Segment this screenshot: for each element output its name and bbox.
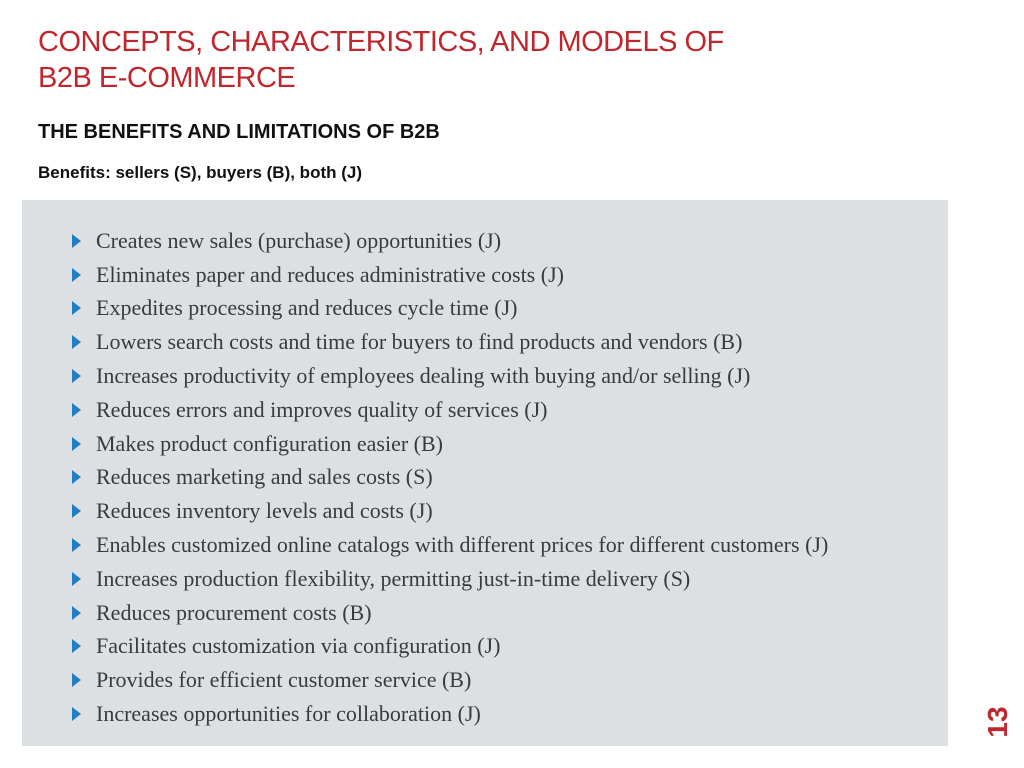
bullet-icon [72, 301, 81, 315]
bullet-icon [72, 572, 81, 586]
benefit-list-item [72, 562, 948, 596]
benefit-text: Increases opportunities for collaboration (J) [96, 701, 481, 727]
benefits-legend-caption: Benefits: sellers (S), buyers (B), both (J) [38, 163, 362, 182]
bullet-icon [72, 335, 81, 349]
benefit-text: Eliminates paper and reduces administrative costs (J) [96, 261, 564, 287]
benefit-text: Reduces errors and improves quality of services (J) [96, 396, 548, 422]
benefit-text: Provides for efficient customer service (B) [96, 667, 472, 693]
benefit-list-item [72, 427, 948, 461]
benefit-text: Lowers search costs and time for buyers to find products and vendors (B) [96, 329, 743, 355]
bullet-icon [72, 707, 81, 721]
bullet-icon [72, 606, 81, 620]
benefit-text: Creates new sales (purchase) opportunities (J) [96, 227, 502, 253]
benefit-text: Increases productivity of employees dealing with buying and/or selling (J) [96, 363, 751, 389]
page-number: 13 [982, 706, 1013, 738]
slide-title-line-2: B2B E-COMMERCE [38, 62, 296, 94]
benefit-list-item [72, 461, 948, 495]
benefit-list-item [72, 258, 948, 292]
slide-title [38, 24, 798, 96]
benefits-panel [22, 200, 948, 746]
bullet-icon [72, 538, 81, 552]
bullet-icon [72, 403, 81, 417]
benefit-text: Enables customized online catalogs with different prices for different customers (J) [96, 532, 829, 558]
benefit-list-item [72, 292, 948, 326]
bullet-icon [72, 437, 81, 451]
benefit-list-item [72, 359, 948, 393]
bullet-icon [72, 673, 81, 687]
bullet-icon [72, 234, 81, 248]
bullet-icon [72, 639, 81, 653]
benefit-list-item [72, 224, 948, 258]
benefit-list-item [72, 596, 948, 630]
benefit-text: Expedites processing and reduces cycle time (J) [96, 295, 518, 321]
benefit-list-item [72, 393, 948, 427]
slide-title-line-1: CONCEPTS, CHARACTERISTICS, AND MODELS OF [38, 26, 724, 58]
bullet-icon [72, 268, 81, 282]
benefit-list-item [72, 697, 948, 731]
benefit-text: Increases production flexibility, permitting just-in-time delivery (S) [96, 565, 691, 591]
bullet-icon [72, 504, 81, 518]
benefit-list-item [72, 528, 948, 562]
benefits-list [22, 224, 948, 731]
benefit-text: Reduces procurement costs (B) [96, 599, 372, 625]
section-heading: THE BENEFITS AND LIMITATIONS OF B2B [38, 121, 440, 143]
bullet-icon [72, 369, 81, 383]
benefit-text: Reduces marketing and sales costs (S) [96, 464, 433, 490]
bullet-icon [72, 470, 81, 484]
benefit-list-item [72, 494, 948, 528]
benefit-list-item [72, 630, 948, 664]
benefit-text: Makes product configuration easier (B) [96, 430, 443, 456]
benefit-list-item [72, 325, 948, 359]
benefit-text: Facilitates customization via configuration (J) [96, 633, 501, 659]
benefit-text: Reduces inventory levels and costs (J) [96, 498, 433, 524]
benefit-list-item [72, 663, 948, 697]
